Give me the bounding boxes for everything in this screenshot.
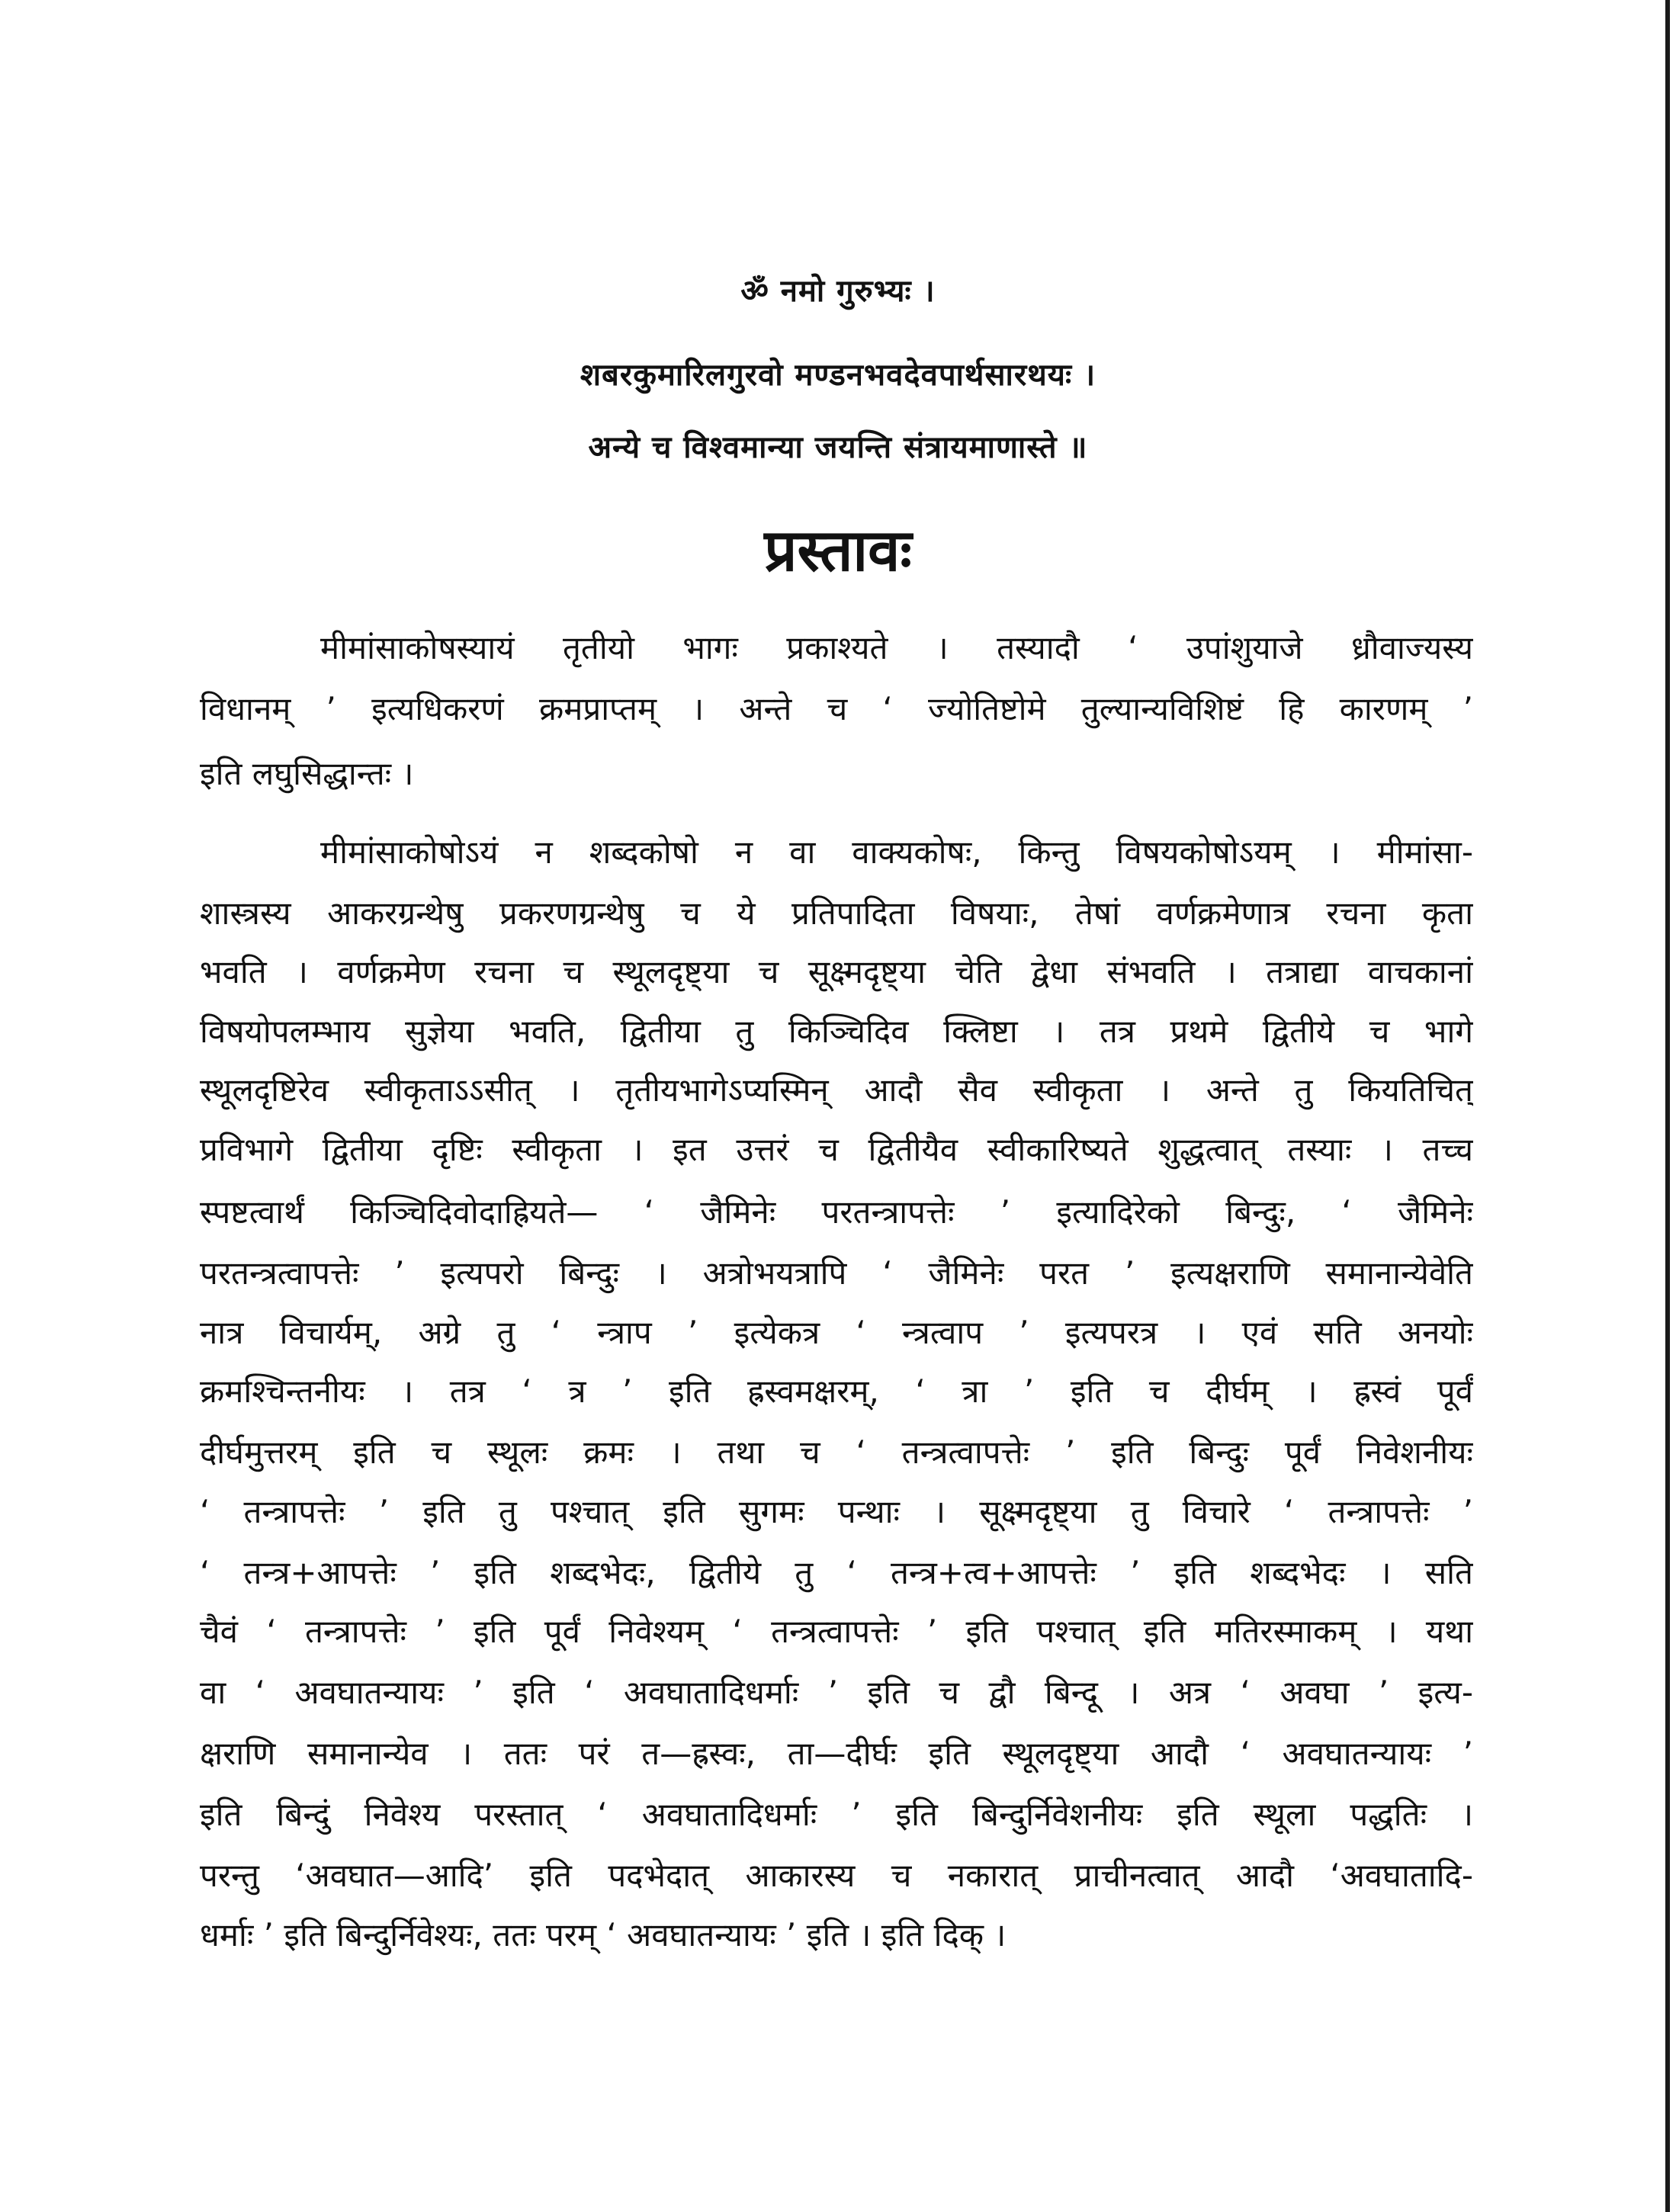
text-line-2: विधानम् ’ इत्यधिकरणं क्रमप्राप्तम् । अन्ते च ‘ ज्योतिष्टोमे तुल्यान्यविशिष्टं हि कारणम् ’	[200, 690, 1473, 727]
text-line-3: इति लघुसिद्धान्तः ।	[200, 755, 414, 792]
invocation-line-2: शबरकुमारिलगुरवो मण्डनभवदेवपार्थसारथयः ।	[580, 358, 1096, 393]
text-line-9: प्रविभागे द्वितीया दृष्टिः स्वीकृता । इत उत्तरं च द्वितीयैव स्वीकारिष्यते शुद्धत्वात् तस्याः । तच्च	[200, 1131, 1473, 1168]
text-line-22: धर्माः ’ इति बिन्दुर्निवेश्यः, ततः परम् ‘ अवघातन्यायः ’ इति । इति दिक् ।	[200, 1916, 1007, 1954]
section-heading: प्रस्तावः	[764, 516, 912, 584]
invocation-line-3: अन्ये च विश्वमान्या जयन्ति संत्रायमाणास्ते ॥	[588, 430, 1088, 465]
page-edge-shadow	[1665, 0, 1670, 2212]
invocation-line-1: ॐ नमो गुरुभ्यः ।	[740, 274, 936, 309]
text-line-7: विषयोपलम्भाय सुज्ञेया भवति, द्वितीया तु किञ्चिदिव क्लिष्टा । तत्र प्रथमे द्वितीये च भागे	[200, 1013, 1473, 1050]
text-line-11: परतन्त्रत्वापत्तेः ’ इत्यपरो बिन्दुः । अत्रोभयत्रापि ‘ जैमिनेः परत ’ इत्यक्षराणि समानान्येवेति	[200, 1254, 1473, 1292]
text-line-10: स्पष्टत्वार्थं किञ्चिदिवोदाह्रियते— ‘ जैमिनेः परतन्त्रापत्तेः ’ इत्यादिरेको बिन्दुः, ‘ जैमिनेः	[200, 1193, 1473, 1231]
text-line-16: ‘ तन्त्र+आपत्तेः ’ इति शब्दभेदः, द्वितीये तु ‘ तन्त्र+त्व+आपत्तेः ’ इति शब्दभेदः । सति	[200, 1554, 1473, 1591]
text-line-14: दीर्घमुत्तरम् इति च स्थूलः क्रमः । तथा च ‘ तन्त्रत्वापत्तेः ’ इति बिन्दुः पूर्वं निवेशनीयः	[200, 1433, 1473, 1471]
text-line-17: चैवं ‘ तन्त्रापत्तेः ’ इति पूर्वं निवेश्यम् ‘ तन्त्रत्वापत्तेः ’ इति पश्चात् इति मतिरस्माकम् । यथा	[200, 1613, 1473, 1650]
text-line-15: ‘ तन्त्रापत्तेः ’ इति तु पश्चात् इति सुगमः पन्थाः । सूक्ष्मदृष्ट्या तु विचारे ‘ तन्त्रापत्तेः ’	[200, 1493, 1473, 1530]
text-line-21: परन्तु ‘अवघात—आदि’ इति पदभेदात् आकारस्य च नकारात् प्राचीनत्वात् आदौ ‘अवघातादि-	[200, 1857, 1473, 1894]
text-line-1: मीमांसाकोषस्यायं तृतीयो भागः प्रकाश्यते । तस्यादौ ‘ उपांशुयाजे ध्रौवाज्यस्य	[320, 629, 1473, 666]
text-line-6: भवति । वर्णक्रमेण रचना च स्थूलदृष्ट्या च सूक्ष्मदृष्ट्या चेति द्वेधा संभवति । तत्राद्या वाचकानां	[200, 953, 1473, 990]
text-line-5: शास्त्रस्य आकरग्रन्थेषु प्रकरणग्रन्थेषु च ये प्रतिपादिता विषयाः, तेषां वर्णक्रमेणात्र रचना कृता	[200, 894, 1473, 932]
text-line-4: मीमांसाकोषोऽयं न शब्दकोषो न वा वाक्यकोषः, किन्तु विषयकोषोऽयम् । मीमांसा-	[320, 833, 1473, 871]
text-line-12: नात्र विचार्यम्, अग्रे तु ‘ न्त्राप ’ इत्येकत्र ‘ न्त्रत्वाप ’ इत्यपरत्र । एवं सति अनयोः	[200, 1314, 1473, 1351]
text-line-20: इति बिन्दुं निवेश्य परस्तात् ‘ अवघातादिधर्माः ’ इति बिन्दुर्निवेशनीयः इति स्थूला पद्धतिः ।	[200, 1796, 1473, 1833]
text-line-8: स्थूलदृष्टिरेव स्वीकृताऽऽसीत् । तृतीयभागेऽप्यस्मिन् आदौ सैव स्वीकृता । अन्ते तु कियतिचित्	[200, 1071, 1473, 1109]
text-line-18: वा ‘ अवघातन्यायः ’ इति ‘ अवघातादिधर्माः ’ इति च द्वौ बिन्दू । अत्र ‘ अवघा ’ इत्य-	[200, 1674, 1473, 1711]
text-line-19: क्षराणि समानान्येव । ततः परं त—ह्रस्वः, ता—दीर्घः इति स्थूलदृष्ट्या आदौ ‘ अवघातन्यायः ’	[200, 1735, 1473, 1772]
text-line-13: क्रमश्चिन्तनीयः । तत्र ‘ त्र ’ इति ह्रस्वमक्षरम्, ‘ त्रा ’ इति च दीर्घम् । ह्रस्वं पूर्वं	[200, 1372, 1473, 1410]
